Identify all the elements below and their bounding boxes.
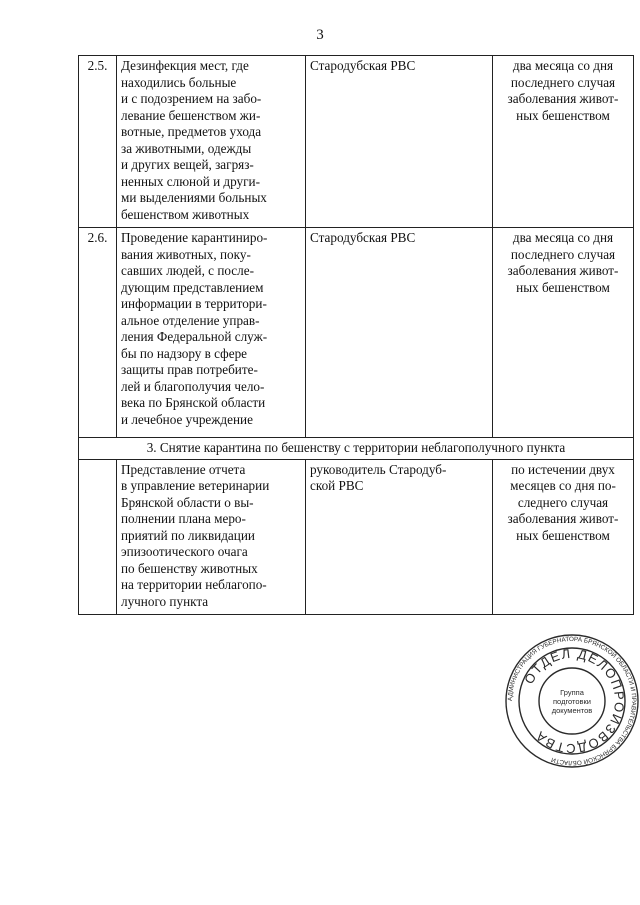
- cell-line: бешенством животных: [121, 206, 250, 222]
- stamp-outer-text: АДМИНИСТРАЦИЯ ГУБЕРНАТОРА БРЯНСКОЙ ОБЛАСТИ И ПРАВИТЕЛЬСТВА БРЯНСКОЙ ОБЛАСТИ: [506, 635, 638, 767]
- measure-description: [117, 56, 306, 228]
- cell-line: Представление отчета: [121, 461, 246, 477]
- cell-line: левание бешенством жи-: [121, 107, 261, 123]
- cell-line: по истечении двух: [511, 461, 615, 477]
- cell-line: века по Брянской области: [121, 395, 266, 410]
- section-heading: 3. Снятие карантина по бешенству с территории неблагополучного пункта: [79, 438, 634, 460]
- cell-line: лей и благополучия чело-: [121, 378, 265, 394]
- cell-line: и лечебное учреждение: [121, 411, 253, 427]
- cell-line: ных бешенством: [516, 279, 610, 295]
- cell-line: альное отделение управ-: [121, 312, 260, 328]
- table-row: [79, 459, 634, 614]
- cell-line: месяцев со дня по-: [510, 478, 616, 493]
- cell-line: последнего случая: [510, 74, 616, 90]
- stamp-center-line: Группа: [560, 688, 584, 697]
- cell-line: полнении плана меро-: [121, 511, 246, 526]
- cell-line: и других вещей, загряз-: [121, 157, 254, 172]
- measures-table: [78, 55, 634, 615]
- cell-line: савших людей, с после-: [121, 263, 254, 278]
- cell-line: ления Федеральной служ-: [121, 329, 268, 344]
- stamp-department-text: ОТДЕЛ ДЕЛОПРОИЗВОДСТВА: [521, 645, 628, 757]
- cell-line: вотные, предметов ухода: [121, 124, 262, 139]
- measure-description: [117, 228, 306, 438]
- measure-term: [493, 228, 634, 438]
- cell-line: вания животных, поку-: [121, 246, 251, 262]
- row-number: [79, 459, 117, 614]
- cell-line: бы по надзору в сфере: [121, 345, 248, 361]
- measure-executor: [306, 56, 493, 228]
- row-number: 2.6.: [79, 228, 117, 438]
- row-number: 2.5.: [79, 56, 117, 228]
- cell-line: по бешенству животных: [121, 560, 258, 576]
- cell-line: эпизоотического очага: [121, 544, 248, 559]
- cell-line: информации в территори-: [121, 296, 267, 311]
- cell-line: Проведение карантиниро-: [121, 230, 268, 245]
- cell-line: ской РВС: [310, 478, 364, 493]
- cell-line: следнего случая: [517, 494, 609, 510]
- page-number: 3: [316, 27, 324, 43]
- stamp-center-line: документов: [551, 706, 593, 715]
- cell-line: руководитель Стародуб-: [310, 461, 447, 477]
- cell-line: заболевания живот-: [507, 263, 619, 278]
- cell-line: защиты прав потребите-: [121, 362, 258, 377]
- cell-line: лучного пункта: [121, 593, 209, 609]
- measure-term: [493, 459, 634, 614]
- measure-executor: [306, 228, 493, 438]
- cell-line: ных бешенством: [516, 107, 610, 123]
- department-stamp: [504, 633, 640, 769]
- cell-line: Брянской области о вы-: [121, 494, 254, 510]
- section-row: [79, 438, 634, 460]
- table-row: [79, 56, 634, 228]
- cell-line: находились больные: [121, 74, 237, 90]
- measure-description: [117, 459, 306, 614]
- cell-line: дующим представлением: [121, 279, 264, 295]
- cell-line: два месяца со дня: [512, 58, 614, 73]
- table-row: [79, 228, 634, 438]
- cell-line: заболевания живот-: [507, 511, 619, 526]
- cell-line: Стародубская РВС: [310, 58, 416, 73]
- cell-line: два месяца со дня: [512, 230, 614, 245]
- cell-line: приятий по ликвидации: [121, 527, 255, 543]
- cell-line: Стародубская РВС: [310, 230, 416, 245]
- cell-line: Дезинфекция мест, где: [121, 58, 249, 73]
- cell-line: за животными, одежды: [121, 140, 252, 156]
- cell-line: последнего случая: [510, 246, 616, 262]
- measure-executor: [306, 459, 493, 614]
- cell-line: и с подозрением на забо-: [121, 91, 262, 106]
- cell-line: ных бешенством: [516, 527, 610, 543]
- cell-line: ненных слюной и други-: [121, 173, 261, 189]
- cell-line: на территории неблагопо-: [121, 577, 267, 592]
- stamp-center-line: подготовки: [553, 697, 591, 706]
- cell-line: в управление ветеринарии: [121, 478, 270, 493]
- cell-line: ми выделениями больных: [121, 190, 267, 205]
- cell-line: заболевания живот-: [507, 91, 619, 106]
- measure-term: [493, 56, 634, 228]
